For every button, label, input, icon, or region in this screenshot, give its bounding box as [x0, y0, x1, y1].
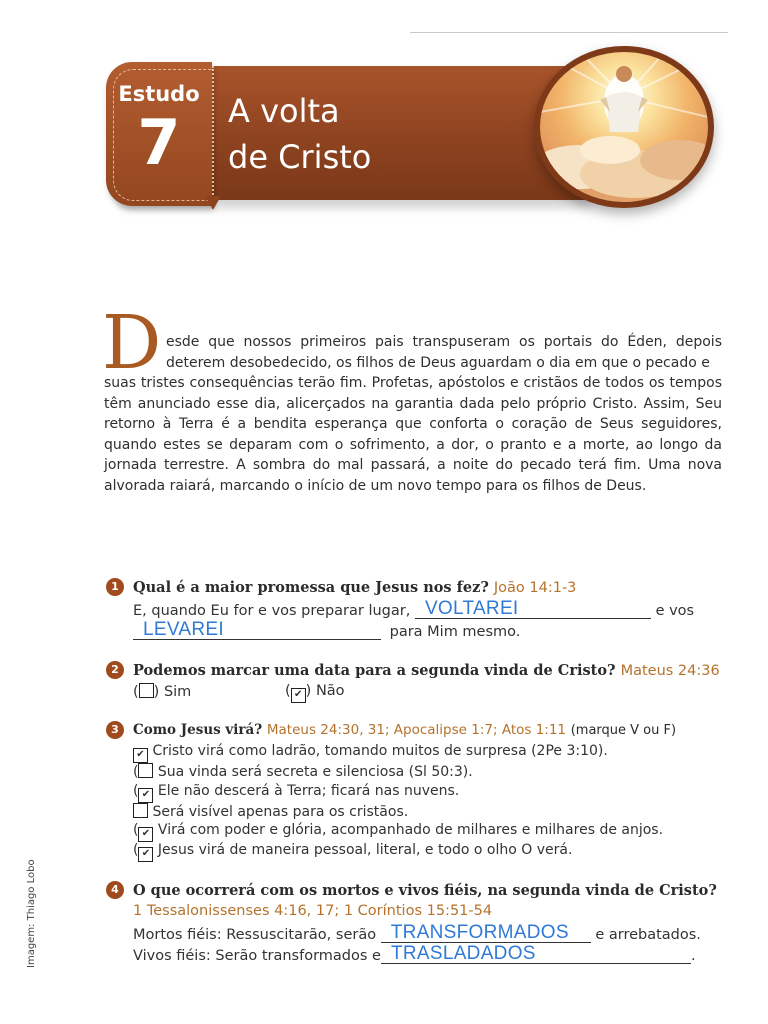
study-number: 7	[137, 106, 181, 179]
q3-checkbox-2[interactable]	[138, 763, 153, 778]
page-title	[228, 88, 371, 180]
q3-item-3-text: Ele não descerá à Terra; ficará nas nuvens.	[157, 783, 460, 799]
q3-item-1-text: Cristo virá como ladrão, tomando muitos de surpresa (2Pe 3:10).	[152, 743, 608, 759]
option-nao-label: Não	[315, 683, 345, 699]
question-1-badge: 1	[106, 578, 124, 596]
q3-checkbox-6[interactable]: ✔	[138, 847, 153, 862]
question-3-reference: Mateus 24:30, 31; Apocalipse 1:7; Atos 1:11	[266, 722, 567, 738]
checkbox-nao[interactable]: ✔	[291, 688, 306, 703]
drop-cap: D	[102, 300, 162, 386]
question-2-text	[133, 662, 720, 679]
question-2-option-sim: ( ) Sim	[133, 684, 192, 700]
q3-checkbox-5[interactable]: ✔	[138, 827, 153, 842]
q4-line1-text: Mortos fiéis: Ressuscitarão, serão	[133, 927, 377, 943]
question-4-reference: 1 Tessalonissenses 4:16, 17; 1 Coríntios 15:51-54	[133, 903, 493, 919]
q3-item-1	[133, 743, 608, 763]
q4-line1-post: e arrebatados.	[595, 927, 701, 943]
question-3-text	[133, 722, 676, 738]
q4-line2-post: .	[690, 948, 696, 964]
question-2-option-nao: ( ✔ ) Não	[285, 683, 345, 703]
illustration-svg	[540, 52, 708, 202]
q3-item-2-text: Sua vinda será secreta e silenciosa (Sl 50:3).	[157, 764, 473, 780]
top-rule	[410, 32, 728, 33]
q1-line1-text: E, quando Eu for e vos preparar lugar,	[133, 603, 411, 619]
checkbox-sim[interactable]	[139, 683, 154, 698]
tab-notch	[205, 196, 221, 210]
q3-item-4-text: Será visível apenas para os cristãos.	[152, 804, 409, 820]
question-3-badge: 3	[106, 721, 124, 739]
question-2-prompt: Podemos marcar uma data para a segunda vinda de Cristo?	[133, 662, 616, 679]
banner-stitch	[212, 66, 216, 210]
title-line-2: de Cristo	[228, 138, 372, 176]
image-credit: Imagem: Thiago Lobo	[26, 859, 37, 968]
title-line-1: A volta	[228, 92, 340, 130]
question-1-prompt: Qual é a maior promessa que Jesus nos fez?	[133, 579, 489, 596]
q3-checkbox-1[interactable]: ✔	[133, 748, 148, 763]
q3-item-6: ( ✔ Jesus virá de maneira pessoal, literal, e todo o olho O verá.	[133, 842, 572, 862]
q1-line2-post: para Mim mesmo.	[389, 624, 521, 640]
q3-item-5: ( ✔ Virá com poder e glória, acompanhado de milhares e milhares de anjos.	[133, 822, 663, 842]
q3-checkbox-4[interactable]	[133, 803, 148, 818]
q1-answer-field-2[interactable]	[133, 621, 381, 640]
question-1-reference: João 14:1-3	[493, 580, 577, 596]
jesus-in-clouds-illustration	[540, 52, 708, 202]
question-4-text: O que ocorrerá com os mortos e vivos fiéis, na segunda vinda de Cristo?	[133, 882, 717, 899]
question-3-note: (marque V ou F)	[570, 723, 677, 738]
q1-answer-2: LEVAREI	[143, 619, 224, 640]
q3-item-4	[133, 803, 408, 820]
q4-answer-2: TRASLADADOS	[390, 943, 536, 964]
q3-item-2: ( Sua vinda será secreta e silenciosa (Sl 50:3).	[133, 764, 473, 780]
q1-answer-field-1[interactable]	[415, 600, 651, 619]
q1-line1-post: e vos	[655, 603, 695, 619]
option-sim-label: Sim	[163, 684, 192, 700]
q3-item-6-text: Jesus virá de maneira pessoal, literal, e todo o olho O verá.	[157, 842, 573, 858]
q4-answer-field-2[interactable]	[381, 945, 691, 964]
q3-checkbox-3[interactable]: ✔	[138, 788, 153, 803]
q4-answer-1: TRANSFORMADOS	[390, 922, 569, 943]
question-4-badge: 4	[106, 881, 124, 899]
question-2-badge: 2	[106, 661, 124, 679]
intro-first-lines: esde que nossos primeiros pais transpuseram os portais do Éden, depois deterem desobedecido, os filhos de Deus aguardam o dia em que o pecado e	[166, 334, 722, 371]
question-4-line-1	[133, 924, 701, 943]
intro-paragraph: suas tristes consequências terão fim. Profetas, apóstolos e cristãos de todos os tempos têm anunciado esse dia, alicerçados na garantia dada pelo próprio Cristo. Assim, Seu retorno à Terra é a bendita esperança que conforta o coração de Seus seguidores, quando estes se deparam com o sofrimento, a dor, o pranto e a morte, ao longo da jornada terrestre. A sombra do mal passará, a noite do pecado terá fim. Uma nova alvorada raiará, marcando o início de um novo tempo para os filhos de Deus.	[104, 375, 722, 494]
q4-line2-text: Vivos fiéis: Serão transformados e	[133, 948, 381, 964]
q3-item-3: ( ✔ Ele não descerá à Terra; ficará nas nuvens.	[133, 783, 459, 803]
question-2-reference: Mateus 24:36	[620, 663, 720, 679]
q4-answer-field-1[interactable]	[381, 924, 591, 943]
question-1-line-2	[133, 621, 520, 640]
question-1-line-1	[133, 600, 694, 619]
study-label: Estudo	[118, 82, 200, 106]
question-1-text	[133, 579, 576, 596]
question-3-prompt: Como Jesus virá?	[133, 722, 263, 738]
question-4-line-2	[133, 945, 696, 964]
q1-answer-1: VOLTAREI	[424, 598, 519, 619]
q3-item-5-text: Virá com poder e glória, acompanhado de milhares e milhares de anjos.	[157, 822, 664, 838]
